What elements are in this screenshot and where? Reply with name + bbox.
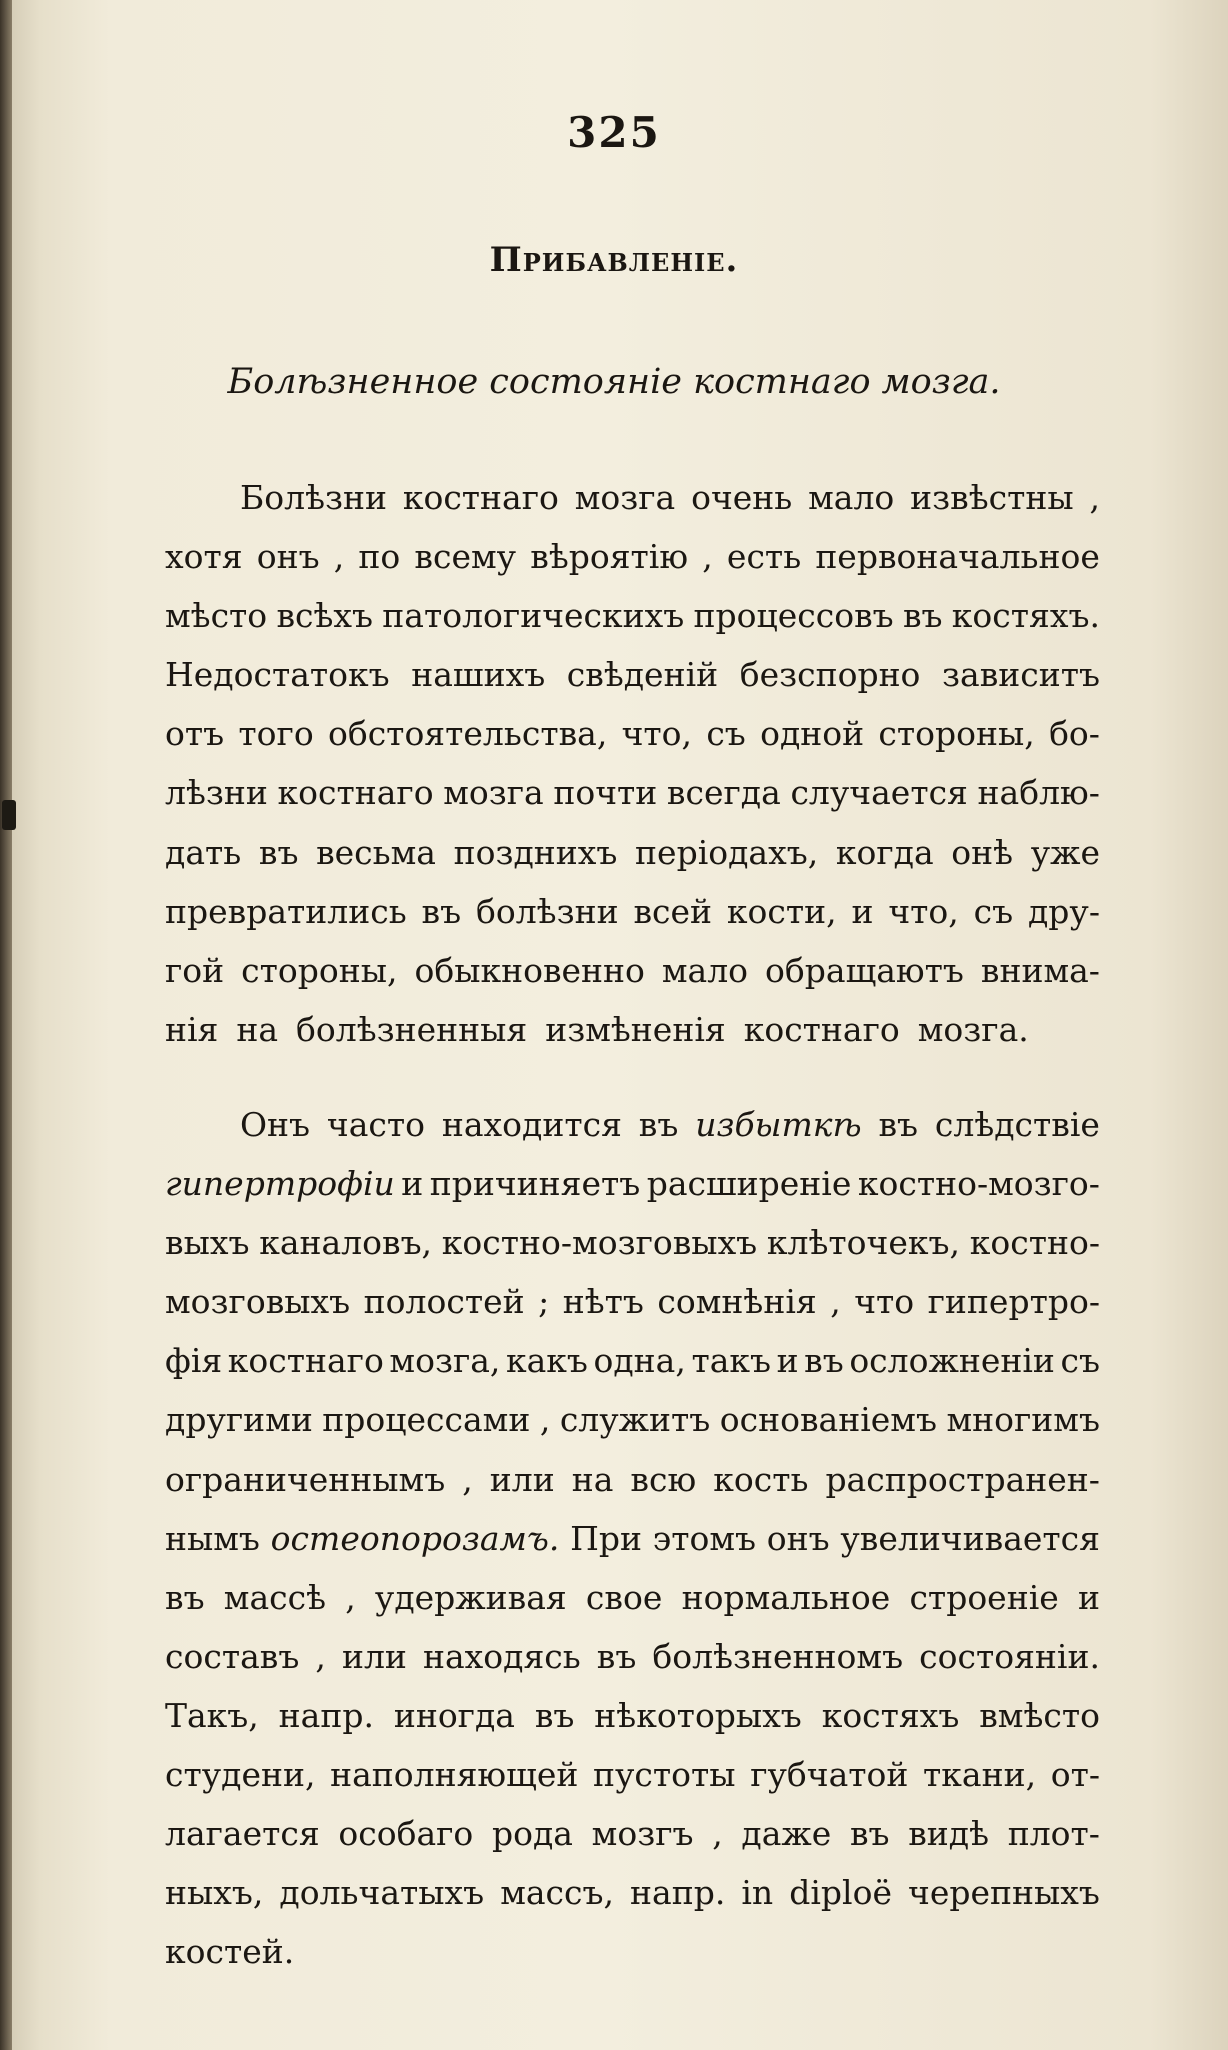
word: костей. <box>165 1932 295 1972</box>
word: пустоты <box>593 1754 736 1794</box>
word: фія <box>165 1341 223 1381</box>
word: очень <box>691 478 793 517</box>
text-line <box>165 941 1100 1000</box>
word: кость <box>713 1459 809 1499</box>
word: одна, <box>593 1341 686 1381</box>
word: , <box>1089 478 1100 517</box>
word: и <box>851 891 874 931</box>
word: въ <box>804 1341 844 1381</box>
word: съ <box>973 891 1014 931</box>
word: мозгъ <box>591 1814 694 1854</box>
word: от- <box>1050 1754 1100 1794</box>
word: въ <box>902 596 943 636</box>
word: выхъ <box>165 1223 250 1263</box>
word: костяхъ. <box>951 596 1100 636</box>
word: одной <box>760 714 865 754</box>
word: и <box>776 1341 799 1381</box>
word: находясь <box>422 1636 581 1676</box>
word: или <box>341 1636 407 1676</box>
word: массъ, <box>500 1873 614 1913</box>
word: въ <box>638 1104 679 1144</box>
word: онѣ <box>951 832 1014 872</box>
word: расширеніе <box>646 1164 852 1204</box>
word: дру- <box>1027 891 1100 931</box>
word: свое <box>585 1577 663 1617</box>
word: мозга, <box>389 1341 501 1381</box>
word: свѣденій <box>566 655 719 695</box>
word: ограниченнымъ <box>165 1459 446 1499</box>
word: ткани, <box>923 1754 1037 1794</box>
word: на <box>236 1009 279 1049</box>
text-line <box>165 1863 1100 1922</box>
word: весьма <box>316 832 436 872</box>
word: всей <box>633 891 713 931</box>
word: остеопорозамъ. <box>270 1518 560 1558</box>
text-line <box>165 586 1100 645</box>
word: гой <box>165 950 225 990</box>
word: наполняющей <box>330 1754 579 1794</box>
word: рода <box>491 1814 573 1854</box>
word: губчатой <box>750 1754 909 1794</box>
word: каналовъ, <box>259 1223 433 1263</box>
word: При <box>570 1518 642 1558</box>
word: основаніемъ <box>719 1400 937 1440</box>
word: другими <box>165 1400 313 1440</box>
text-line <box>165 1272 1100 1331</box>
word: даже <box>741 1814 832 1854</box>
word: съ <box>1060 1341 1100 1381</box>
word: клѣточекъ, <box>766 1223 960 1263</box>
word: , <box>539 1400 551 1440</box>
word: въ <box>878 1104 919 1144</box>
word: и <box>1078 1577 1100 1617</box>
word: первоначальное <box>815 537 1100 577</box>
word: уже <box>1030 832 1100 872</box>
word: , <box>462 1459 473 1499</box>
word: бо- <box>1049 714 1100 754</box>
text-line <box>165 1568 1100 1627</box>
word: плот- <box>1007 1814 1100 1854</box>
word: стороны, <box>878 714 1035 754</box>
word: всю <box>630 1459 697 1499</box>
word: отъ <box>165 714 225 754</box>
word: костно-мозго- <box>857 1164 1100 1204</box>
text-line <box>165 527 1100 586</box>
word: состояніи. <box>919 1636 1100 1676</box>
word: строеніе <box>909 1577 1059 1617</box>
word: , <box>315 1636 326 1676</box>
word: причиняетъ <box>429 1164 641 1204</box>
text-line <box>165 823 1100 882</box>
word: зависитъ <box>942 655 1100 695</box>
text-line <box>165 1804 1100 1863</box>
word: вѣроятію <box>530 537 689 577</box>
word: болѣзненномъ <box>652 1636 904 1676</box>
text-line <box>165 1213 1100 1272</box>
word: что, <box>621 714 693 754</box>
word: , <box>830 1282 841 1322</box>
text-line <box>165 468 1100 527</box>
word: студени, <box>165 1754 316 1794</box>
word: костнаго <box>402 478 559 517</box>
word: нѣтъ <box>562 1282 644 1322</box>
word: безспорно <box>739 655 921 695</box>
word: въ <box>421 891 462 931</box>
word: и <box>401 1164 424 1204</box>
word: мало <box>808 478 895 517</box>
word: , <box>702 537 713 577</box>
word: нѣкоторыхъ <box>594 1695 802 1735</box>
text-line <box>165 763 1100 822</box>
word: полостей <box>363 1282 525 1322</box>
paragraph-gap <box>165 1059 1100 1095</box>
word: по <box>358 537 401 577</box>
word: Болѣзни <box>240 478 387 517</box>
word: многимъ <box>946 1400 1100 1440</box>
word: въ <box>849 1814 890 1854</box>
word: есть <box>726 537 802 577</box>
binding-edge <box>0 0 12 2050</box>
word: что, <box>888 891 959 931</box>
word: обыкновенно <box>414 950 645 990</box>
word: нія <box>165 1009 219 1049</box>
word: иногда <box>393 1695 515 1735</box>
word: этомъ <box>652 1518 756 1558</box>
word: нашихъ <box>411 655 546 695</box>
word: какъ <box>506 1341 588 1381</box>
word: мозга. <box>917 1009 1029 1049</box>
word: ; <box>538 1282 550 1322</box>
word: лѣзни <box>165 773 268 813</box>
word: процессовъ <box>693 596 894 636</box>
text-line <box>165 1745 1100 1804</box>
word: всему <box>414 537 517 577</box>
word: когда <box>835 832 934 872</box>
word: Онъ <box>240 1104 311 1144</box>
word: дольчатыхъ <box>279 1873 485 1913</box>
word: всѣхъ <box>276 596 374 636</box>
word: diploë <box>789 1873 892 1913</box>
word: костнаго <box>227 1341 384 1381</box>
word: Недостатокъ <box>165 655 390 695</box>
word: видѣ <box>908 1814 990 1854</box>
word: наблю- <box>977 773 1100 813</box>
word: обстоятельства, <box>327 714 608 754</box>
word: особаго <box>338 1814 474 1854</box>
word: или <box>489 1459 555 1499</box>
word: періодахъ, <box>635 832 819 872</box>
word: болѣзненныя <box>296 1009 528 1049</box>
text-line <box>165 1450 1100 1509</box>
word: въ <box>258 832 299 872</box>
word: избыткѣ <box>695 1104 862 1144</box>
word: массѣ <box>223 1577 326 1617</box>
word: , <box>712 1814 723 1854</box>
word: мозга <box>574 478 676 517</box>
word: хотя <box>165 537 243 577</box>
text-line <box>165 1686 1100 1745</box>
word: стороны, <box>241 950 398 990</box>
word: служитъ <box>559 1400 711 1440</box>
word: что <box>854 1282 915 1322</box>
word: мѣсто <box>165 596 268 636</box>
text-line <box>165 704 1100 763</box>
word: ныхъ, <box>165 1873 264 1913</box>
word: лагается <box>165 1814 320 1854</box>
body-text <box>165 468 1100 1981</box>
word: такъ <box>691 1341 771 1381</box>
word: Такъ, <box>165 1695 259 1735</box>
word: костно- <box>969 1223 1100 1263</box>
word: на <box>571 1459 614 1499</box>
word: мозга <box>443 773 544 813</box>
text-line <box>165 1922 1100 1981</box>
text-line <box>165 1154 1100 1213</box>
word: кости, <box>726 891 837 931</box>
text-line <box>165 1331 1100 1390</box>
text-line <box>165 882 1100 941</box>
word: патологическихъ <box>382 596 685 636</box>
word: онъ <box>766 1518 830 1558</box>
word: процессами <box>322 1400 531 1440</box>
word: позднихъ <box>453 832 618 872</box>
word: превратились <box>165 891 407 931</box>
word: случается <box>790 773 968 813</box>
word: извѣстны <box>910 478 1074 517</box>
word: , <box>333 537 345 577</box>
text-line <box>165 1000 1100 1059</box>
word: распространен- <box>825 1459 1100 1499</box>
section-subheading: Болѣзненное состояніе костнаго мозга. <box>227 362 1001 402</box>
word: мало <box>661 950 749 990</box>
text-line <box>165 645 1100 704</box>
text-line <box>165 1390 1100 1449</box>
word: дать <box>165 832 242 872</box>
word: удерживая <box>374 1577 567 1617</box>
word: въ <box>165 1577 205 1617</box>
word: гипертрофіи <box>165 1164 395 1204</box>
word: составъ <box>165 1636 300 1676</box>
word: мозговыхъ <box>165 1282 351 1322</box>
word: нымъ <box>165 1518 260 1558</box>
word: того <box>238 714 314 754</box>
word: измѣненія <box>545 1009 726 1049</box>
word: внима- <box>980 950 1100 990</box>
word: костяхъ <box>821 1695 960 1735</box>
word: вмѣсто <box>979 1695 1100 1735</box>
word: болѣзни <box>475 891 619 931</box>
text-line <box>165 1509 1100 1568</box>
margin-mark <box>2 800 16 830</box>
word: въ <box>596 1636 637 1676</box>
section-heading: Прибавленіе. <box>489 240 739 280</box>
word: нормальное <box>681 1577 891 1617</box>
word: почти <box>553 773 658 813</box>
word: часто <box>326 1104 426 1144</box>
word: напр. <box>630 1873 726 1913</box>
text-line <box>165 1627 1100 1686</box>
word: съ <box>706 714 746 754</box>
text-line <box>165 1095 1100 1154</box>
word: осложненіи <box>849 1341 1055 1381</box>
word: костно-мозговыхъ <box>441 1223 758 1263</box>
page-number: 325 <box>567 108 661 157</box>
paragraph <box>165 468 1100 1059</box>
word: находится <box>441 1104 622 1144</box>
word: черепныхъ <box>908 1873 1100 1913</box>
word: костнаго <box>277 773 434 813</box>
word: въ <box>534 1695 575 1735</box>
word: in <box>741 1873 774 1913</box>
word: онъ <box>256 537 320 577</box>
word: костнаго <box>743 1009 900 1049</box>
word: слѣдствіе <box>934 1104 1100 1144</box>
word: гипертро- <box>927 1282 1100 1322</box>
word: увеличивается <box>840 1518 1100 1558</box>
paragraph <box>165 1095 1100 1981</box>
word: напр. <box>278 1695 374 1735</box>
word: обращаютъ <box>765 950 964 990</box>
word: всегда <box>666 773 781 813</box>
word: сомнѣнія <box>657 1282 817 1322</box>
word: , <box>345 1577 356 1617</box>
